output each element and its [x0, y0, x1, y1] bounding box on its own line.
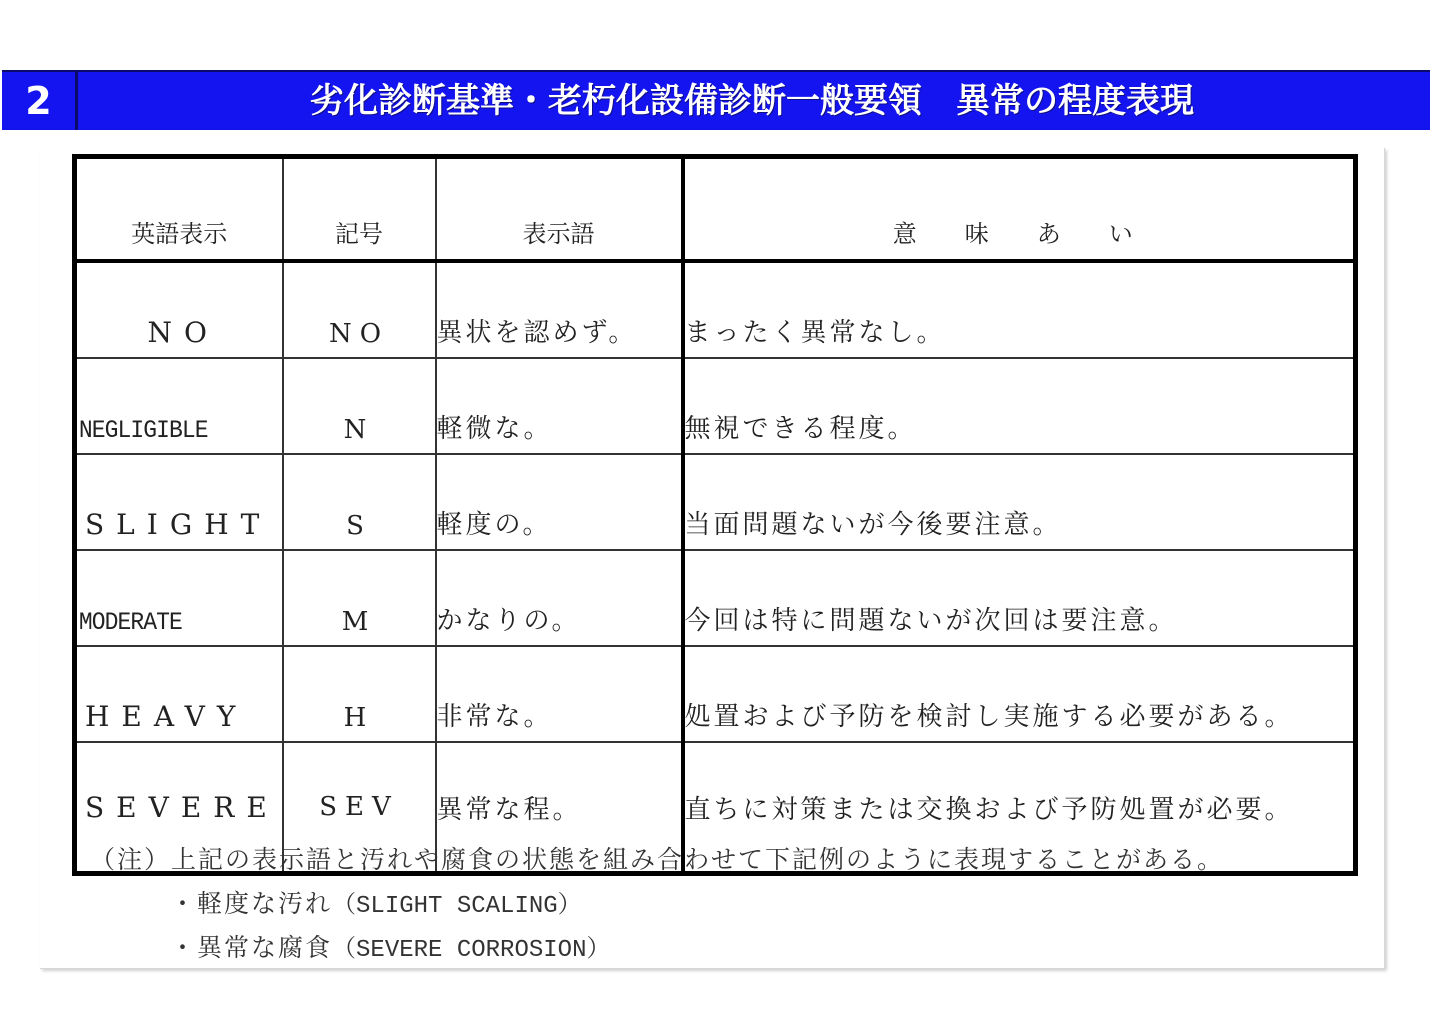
english-label: NO [147, 316, 219, 349]
table-row [75, 550, 1356, 646]
header-term: 表示語 [436, 157, 683, 262]
document-sheet [40, 148, 1385, 969]
english-label: SLIGHT [85, 508, 272, 541]
meaning-cell: 当面問題ないが今後要注意。 [683, 454, 1356, 550]
table-row [75, 261, 1356, 358]
table-row [75, 454, 1356, 550]
symbol-cell: NO [283, 261, 436, 358]
slide-number: 2 [2, 72, 78, 130]
term-cell: 非常な。 [436, 646, 683, 742]
english-label: SEVERE [85, 790, 279, 824]
symbol-cell: N [283, 358, 436, 454]
english-cell [75, 358, 283, 454]
meaning-cell: 今回は特に問題ないが次回は要注意。 [683, 550, 1356, 646]
note-example-en: （SLIGHT SCALING） [332, 893, 582, 920]
english-cell [75, 261, 283, 358]
term-cell: 異状を認めず。 [436, 261, 683, 358]
english-cell [75, 454, 283, 550]
english-label: MODERATE [78, 608, 182, 637]
table-row [75, 358, 1356, 454]
slide-title: 劣化診断基準・老朽化設備診断一般要領 異常の程度表現 [310, 81, 1194, 121]
meaning-cell: 処置および予防を検討し実施する必要がある。 [683, 646, 1356, 742]
table-header-row [75, 157, 1356, 262]
note-bullet: ・ [170, 889, 198, 918]
symbol-cell: S [283, 454, 436, 550]
meaning-cell: 無視できる程度。 [683, 358, 1356, 454]
term-cell: 軽微な。 [436, 358, 683, 454]
note-example-jp: 軽度な汚れ [197, 889, 333, 918]
note-example-jp: 異常な腐食 [197, 933, 333, 962]
title-bar [2, 70, 1430, 130]
note-example [90, 882, 1370, 926]
term-cell: 異常な程。 [436, 742, 683, 874]
term-cell: かなりの。 [436, 550, 683, 646]
meaning-cell: まったく異常なし。 [683, 261, 1356, 358]
symbol-cell: SEV [283, 742, 436, 874]
english-cell [75, 646, 283, 742]
note-intro: （注）上記の表示語と汚れや腐食の状態を組み合わせて下記例のように表現することがある。 [90, 845, 1225, 874]
severity-table [72, 154, 1358, 876]
symbol-cell: M [283, 550, 436, 646]
note-bullet: ・ [170, 933, 198, 962]
note-example-en: （SEVERE CORROSION） [332, 937, 611, 964]
header-symbol: 記号 [283, 157, 436, 262]
term-cell: 軽度の。 [436, 454, 683, 550]
note-example [90, 926, 1370, 970]
symbol-cell: H [283, 646, 436, 742]
meaning-cell: 直ちに対策または交換および予防処置が必要。 [683, 742, 1356, 874]
english-label: NEGLIGIBLE [78, 416, 208, 445]
header-meaning: 意 味 あ い [683, 157, 1356, 262]
english-cell [75, 550, 283, 646]
table-row [75, 646, 1356, 742]
header-english: 英語表示 [75, 157, 283, 262]
table-notes [90, 838, 1370, 970]
english-label: HEAVY [85, 700, 248, 733]
